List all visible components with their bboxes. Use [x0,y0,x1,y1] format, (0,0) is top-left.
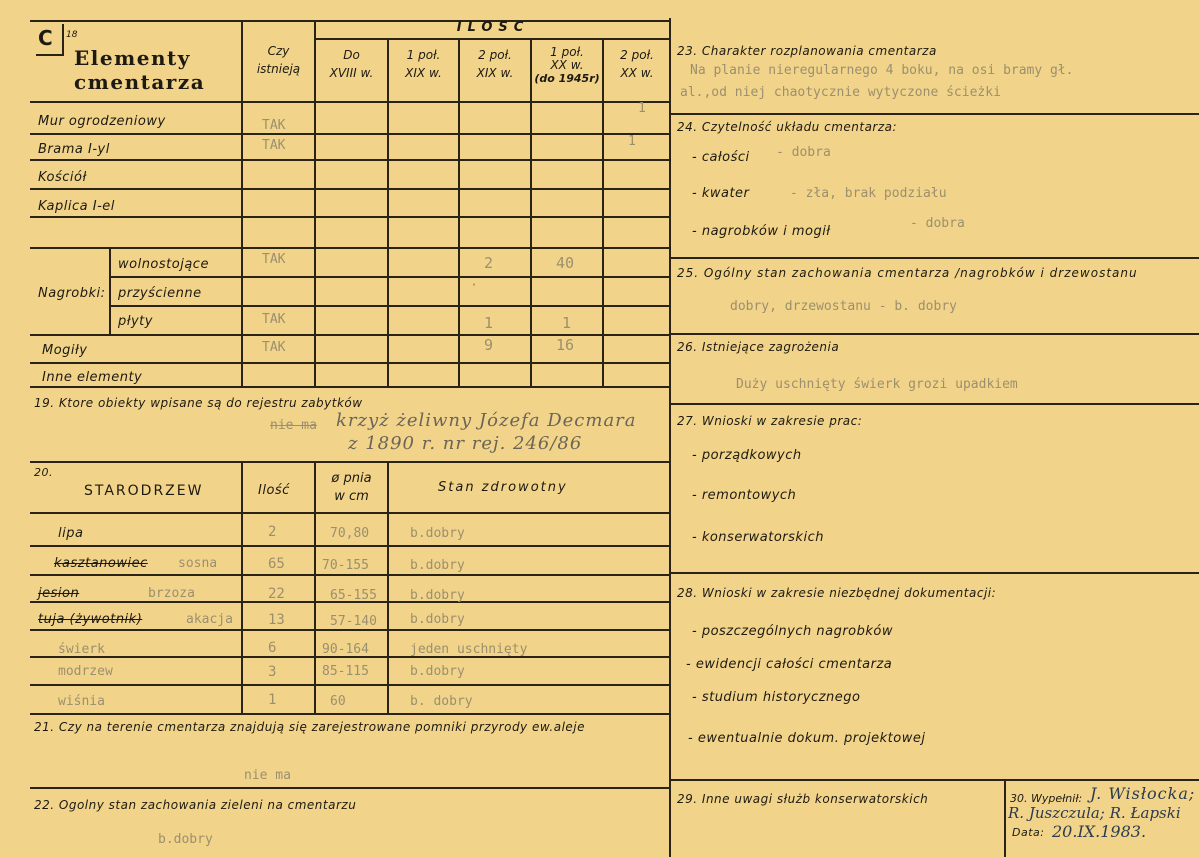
rule [669,257,1199,259]
tree-ilosc-lipa: 2 [268,524,277,540]
col-header-1 [316,48,387,80]
row-value-przyscienne-c3: · [470,278,478,293]
row-label-plyty: płyty [118,314,153,329]
q28-item-ewidencji: - ewidencji całości cmentarza [686,657,893,672]
row-value-mogily-c3: 9 [484,336,494,354]
tree-label-jesion: jesion [38,586,80,601]
row-label-brama: Brama I-yl [38,142,110,157]
rule [30,512,670,514]
ilosc-header: ILOSC [456,20,530,35]
row-label-kosciol: Kościół [38,170,87,185]
q30-name-1: J. Wisłocka; [1090,784,1196,803]
q27-item-remontowych: - remontowych [692,488,797,503]
q20-header-pnia-line2: w cm [334,489,369,504]
q29-label: 29. Inne uwagi służb konserwatorskich [677,792,929,806]
row-label-wolnostojace: wolnostojące [118,257,209,272]
col-czy-header [243,44,314,76]
q20-title: STARODRZEW [84,483,204,499]
q23-answer-line1: Na planie nieregularnego 4 boku, na osi bramy gł. [690,63,1074,78]
q24-answer-nagrobkow: - dobra [910,216,965,231]
q20-header-pnia [316,472,387,504]
tree-typed-sosna: sosna [178,556,218,571]
row-value-mogily-c4: 16 [556,336,575,354]
q19-handwritten-2: z 1890 r. nr rej. 246/86 [348,433,583,454]
col-header-text: (do 1945r) [534,72,600,85]
col-header-text: XX w. [620,66,654,80]
col-header-4 [532,46,602,85]
row-czy-wolnostojace: TAK [262,252,286,267]
tree-label-tuja: tuja (żywotnik) [38,612,143,627]
q25-label: 25. Ogólny stan zachowania cmentarza /nagrobków i drzewostanu [677,266,1138,280]
center-divider [669,18,671,857]
q23-answer-line2: al.,od niej chaotycznie wytyczone ścieżki [680,85,1001,100]
q28-label: 28. Wnioski w zakresie niezbędnej dokumentacji: [677,586,997,600]
q30-date: 20.IX.1983. [1052,822,1147,841]
col-header-text: XIX w. [405,66,442,80]
col-header-text: XIX w. [476,66,514,80]
rule [669,403,1199,405]
row-value-plyty-c4: 1 [562,314,572,332]
tree-pnia-brzoza: 65-155 [330,588,377,603]
rule [30,787,670,789]
nagrobki-label: Nagrobki: [38,286,106,301]
q26-label: 26. Istniejące zagrożenia [677,340,840,354]
rule [387,461,389,715]
q19-struck-answer: nie ma [270,418,317,433]
rule [30,247,670,249]
q24-answer-calosci: - dobra [776,145,831,160]
rule [109,247,111,335]
rule [30,574,670,576]
col-czy-line2: istnieją [256,62,301,76]
q24-answer-kwater: - zła, brak podziału [790,186,947,201]
q24-label: 24. Czytelność układu cmentarza: [677,120,898,134]
rule [30,684,670,686]
rule [669,572,1199,574]
rule [109,305,670,307]
section-title-line2: cmentarza [74,70,206,94]
tree-pnia-modrzew: 85-115 [322,664,369,679]
tree-typed-brzoza: brzoza [148,586,195,601]
q21-answer: nie ma [244,768,291,783]
tree-stan-modrzew: b.dobry [410,664,465,679]
rule [30,159,670,161]
row-value-mur: 1 [638,101,646,116]
q28-item-projektowej: - ewentualnie dokum. projektowej [688,731,926,746]
col-header-text: 1 poł. [550,45,584,59]
q23-label: 23. Charakter rozplanowania cmentarza [677,44,937,58]
row-label-inne: Inne elementy [42,370,143,385]
tree-stan-wisnia: b. dobry [410,694,473,709]
q30-date-label: Data: [1012,826,1045,839]
tree-ilosc-akacja: 13 [268,612,285,628]
col-czy-line1: Czy [267,44,290,58]
rule [30,188,670,190]
rule [241,461,243,715]
rule [30,101,670,103]
rule [30,386,670,388]
q24-item-kwater: - kwater [692,186,750,201]
rule [314,38,670,40]
tree-ilosc-modrzew: 3 [268,664,277,680]
tree-typed-wisnia: wiśnia [58,694,105,709]
tree-label-kasztanowiec: kasztanowiec [54,556,148,571]
tree-pnia-lipa: 70,80 [330,526,370,541]
rule [30,629,670,631]
rule [30,362,670,364]
col-header-2 [389,48,458,80]
q20-header-ilosc: Ilość [258,483,290,498]
q20-header-stan: Stan zdrowotny [438,480,568,495]
q30-label: 30. Wypełnił: [1010,792,1083,805]
q24-item-calosci: - całości [692,150,750,165]
tree-stan-sosna: b.dobry [410,558,465,573]
q28-item-nagrobkow: - poszczególnych nagrobków [692,624,893,639]
row-czy-mogily: TAK [262,340,286,355]
row-value-wolnostojace-c3: 2 [484,254,494,272]
row-czy-plyty: TAK [262,312,286,327]
rule [30,713,670,715]
section-title-line1: Elementy [74,46,191,70]
tree-ilosc-brzoza: 22 [268,586,285,602]
q27-label: 27. Wnioski w zakresie prac: [677,414,863,428]
tree-pnia-swierk: 90-164 [322,642,369,657]
row-label-kaplica: Kaplica I-el [38,199,115,214]
q22-answer: b.dobry [158,832,213,847]
card-code: C [38,26,53,50]
row-czy-mur: TAK [262,118,286,133]
q30-name-2: R. Juszczula; R. Łapski [1008,804,1181,822]
rule [1004,779,1006,857]
tree-ilosc-sosna: 65 [268,556,285,572]
tree-pnia-akacja: 57-140 [330,614,377,629]
tree-typed-akacja: akacja [186,612,233,627]
col-header-text: 2 poł. [478,48,512,62]
rule [669,333,1199,335]
col-header-text: 1 poł. [406,48,441,62]
q25-answer: dobry, drzewostanu - b. dobry [730,299,957,314]
row-label-mur: Mur ogrodzeniowy [38,114,166,129]
col-header-3 [460,48,530,80]
row-value-wolnostojace-c4: 40 [556,254,575,272]
tree-stan-akacja: b.dobry [410,612,465,627]
q19-handwritten-1: krzyż żeliwny Józefa Decmara [336,410,637,431]
tree-stan-swierk: jeden uschnięty [410,642,528,657]
tree-pnia-wisnia: 60 [330,694,346,709]
q19-label: 19. Ktore obiekty wpisane są do rejestru zabytków [34,396,363,410]
tree-label-lipa: lipa [58,526,84,541]
q27-item-konserwatorskich: - konserwatorskich [692,530,824,545]
q22-label: 22. Ogolny stan zachowania zieleni na cmentarzu [34,798,357,812]
col-header-text: XX w. [550,58,584,72]
q26-answer: Duży uschnięty świerk grozi upadkiem [736,377,1018,392]
q28-item-studium: - studium historycznego [692,690,861,705]
row-czy-brama: TAK [262,138,286,153]
tree-stan-brzoza: b.dobry [410,588,465,603]
tree-ilosc-wisnia: 1 [268,692,277,708]
col-header-text: 2 poł. [620,48,654,62]
rule [30,133,670,135]
q20-header-pnia-line1: ø pnia [331,471,372,486]
col-header-text: XVIII w. [329,66,374,80]
row-label-przyscienne: przyścienne [118,286,202,301]
q24-item-nagrobkow: - nagrobków i mogił [692,224,831,239]
row-value-brama: 1 [628,134,636,149]
rule [30,216,670,218]
card-index: 18 [66,30,78,40]
card-code-box [36,24,64,56]
row-label-mogily: Mogiły [42,343,88,358]
q21-label: 21. Czy na terenie cmentarza znajdują się zarejestrowane pomniki przyrody ew.aleje [34,720,586,734]
col-header-5 [604,48,670,80]
rule [30,461,670,463]
col-header-text: Do [343,48,360,62]
rule [30,545,670,547]
tree-typed-modrzew: modrzew [58,664,113,679]
tree-ilosc-swierk: 6 [268,640,277,656]
tree-typed-swierk: świerk [58,642,105,657]
tree-pnia-sosna: 70-155 [322,558,369,573]
q20-number: 20. [34,466,53,479]
rule [669,113,1199,115]
q27-item-porzadkowych: - porządkowych [692,448,802,463]
tree-stan-lipa: b.dobry [410,526,465,541]
rule [109,276,670,278]
row-value-plyty-c3: 1 [484,314,494,332]
rule [669,779,1199,781]
